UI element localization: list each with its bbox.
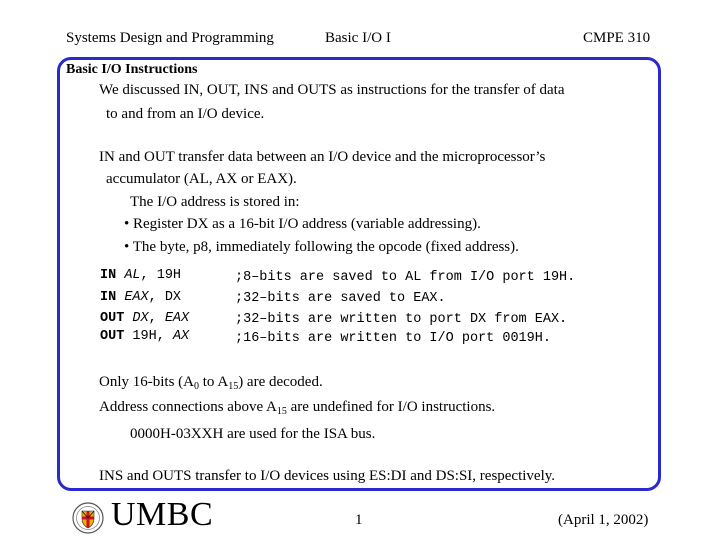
inout-line-2: accumulator (AL, AX or EAX). xyxy=(106,171,297,187)
code-comment: ;32–bits are saved to EAX. xyxy=(235,291,446,306)
code-sep: , xyxy=(148,311,165,326)
decoded-text: Only 16-bits ($A_0$ to $A_{15}$) are decoded. xyxy=(99,374,323,392)
umbc-seal-icon xyxy=(72,502,104,534)
code-arg: DX xyxy=(164,290,182,305)
slide-date: (April 1, 2002) xyxy=(558,512,649,528)
page-number: 1 xyxy=(355,512,363,528)
code-arg: AL xyxy=(124,268,141,283)
bullet-dot: • xyxy=(124,216,130,232)
stored-in-text: The I/O address is stored in: xyxy=(130,194,300,210)
code-comment: ;32–bits are written to port DX from EAX. xyxy=(235,312,568,327)
code-arg: EAX xyxy=(164,311,190,326)
code-comment: ;16–bits are written to I/O port 0019H. xyxy=(235,331,551,346)
code-arg: AX xyxy=(172,329,190,344)
code-arg: 19H xyxy=(132,329,157,344)
code-comment: ;8–bits are saved to AL from I/O port 19H. xyxy=(235,270,576,285)
intro-line-2: to and from an I/O device. xyxy=(106,106,265,122)
code-sep: , xyxy=(156,329,173,344)
code-instruction xyxy=(100,329,189,344)
code-arg: DX xyxy=(132,311,149,326)
inout-line-1: IN and OUT transfer data between an I/O device and the microprocessor’s xyxy=(99,149,546,165)
code-op: IN xyxy=(100,268,117,283)
code-instruction xyxy=(100,268,181,283)
code-sep: , xyxy=(140,268,157,283)
code-op: OUT xyxy=(100,329,125,344)
topic-title: Basic I/O I xyxy=(325,30,391,46)
isa-text: 0000H-03XXH are used for the ISA bus. xyxy=(130,426,376,442)
intro-line-1: We discussed IN, OUT, INS and OUTS as instructions for the transfer of data xyxy=(99,82,565,98)
umbc-logo-text: UMBC xyxy=(111,496,214,533)
course-code: CMPE 310 xyxy=(583,30,651,46)
code-op: IN xyxy=(100,290,117,305)
code-sep: , xyxy=(148,290,165,305)
code-instruction xyxy=(100,290,181,305)
undefined-text: Address connections above $A_{15}$ are undefined for I/O instructions. xyxy=(99,399,496,417)
bullet-text: The byte, p8, immediately following the opcode (fixed address). xyxy=(132,239,519,255)
bullet-dot: • xyxy=(124,239,130,255)
bullet-text: Register DX as a 16-bit I/O address (variable addressing). xyxy=(133,216,481,232)
code-op: OUT xyxy=(100,311,125,326)
code-arg: 19H xyxy=(156,268,182,283)
ins-outs-text: INS and OUTS transfer to I/O devices using ES:DI and DS:SI, respectively. xyxy=(99,468,556,484)
bullet-item xyxy=(124,239,519,256)
bullet-item xyxy=(124,216,481,233)
slide-title: Basic I/O Instructions xyxy=(66,62,198,77)
course-title: Systems Design and Programming xyxy=(66,30,274,46)
code-instruction xyxy=(100,311,189,326)
code-arg: EAX xyxy=(124,290,149,305)
